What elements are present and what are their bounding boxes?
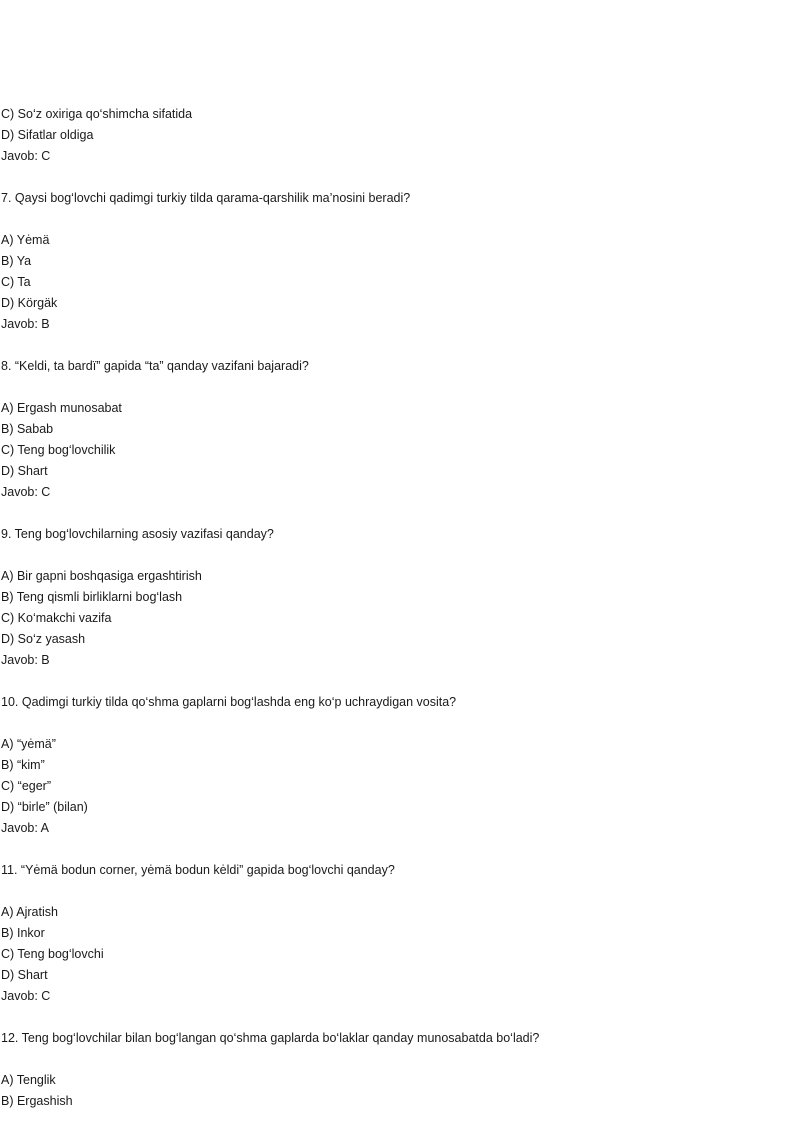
option-b: B) Teng qismli birliklarni bog‘lash [1, 590, 183, 604]
spacer [0, 503, 800, 524]
option-d: D) Shart [1, 968, 48, 982]
option-c: C) “eger” [1, 779, 52, 793]
answer-8: Javob: C [1, 485, 51, 499]
spacer [0, 377, 800, 398]
option-b: B) Sabab [1, 422, 54, 436]
question-11: 11. “Yėmä bodun corner, yėmä bodun kėldi” gapida bog‘lovchi qanday? [1, 863, 395, 877]
answer-11: Javob: C [1, 989, 51, 1003]
question-7: 7. Qaysi bog‘lovchi qadimgi turkiy tilda qarama-qarshilik ma’nosini beradi? [1, 191, 411, 205]
option-a: A) Tenglik [1, 1073, 56, 1087]
option-b: B) “kim” [1, 758, 45, 772]
answer-9: Javob: B [1, 653, 50, 667]
option-d: D) So‘z yasash [1, 632, 86, 646]
question-8: 8. “Keldi, ta bardï” gapida “ta” qanday vazifani bajaradi? [1, 359, 309, 373]
option-b: B) Inkor [1, 926, 45, 940]
question-12: 12. Teng bog‘lovchilar bilan bog‘langan qo‘shma gaplarda bo‘laklar qanday munosabatda bo‘ladi? [1, 1031, 540, 1045]
option-b: B) Ya [1, 254, 32, 268]
option-a: A) Ergash munosabat [1, 401, 122, 415]
question-9: 9. Teng bog‘lovchilarning asosiy vazifasi qanday? [1, 527, 274, 541]
spacer [0, 671, 800, 692]
option-c: C) Teng bog‘lovchilik [1, 443, 116, 457]
option-c: C) Ta [1, 275, 31, 289]
lead-option: C) So‘z oxiriga qo‘shimcha sifatida [1, 107, 193, 121]
spacer [0, 713, 800, 734]
option-d: D) “birle” (bilan) [1, 800, 88, 814]
spacer [0, 167, 800, 188]
option-b: B) Ergashish [1, 1094, 73, 1108]
answer-7: Javob: B [1, 317, 50, 331]
option-a: A) Ajratish [1, 905, 58, 919]
option-c: C) Teng bog‘lovchi [1, 947, 104, 961]
option-a: A) Yėmä [1, 233, 50, 247]
spacer [0, 1049, 800, 1070]
question-10: 10. Qadimgi turkiy tilda qo‘shma gaplarni bog‘lashda eng ko‘p uchraydigan vosita? [1, 695, 457, 709]
answer-10: Javob: A [1, 821, 49, 835]
spacer [0, 839, 800, 860]
spacer [0, 1007, 800, 1028]
option-a: A) “yėmä” [1, 737, 56, 751]
spacer [0, 881, 800, 902]
lead-answer: Javob: C [1, 149, 51, 163]
option-d: D) Körgäk [1, 296, 58, 310]
document-page [0, 104, 800, 1112]
spacer [0, 545, 800, 566]
spacer [0, 335, 800, 356]
option-c: C) Ko‘makchi vazifa [1, 611, 112, 625]
option-a: A) Bir gapni boshqasiga ergashtirish [1, 569, 202, 583]
lead-option: D) Sifatlar oldiga [1, 128, 94, 142]
option-d: D) Shart [1, 464, 48, 478]
spacer [0, 209, 800, 230]
